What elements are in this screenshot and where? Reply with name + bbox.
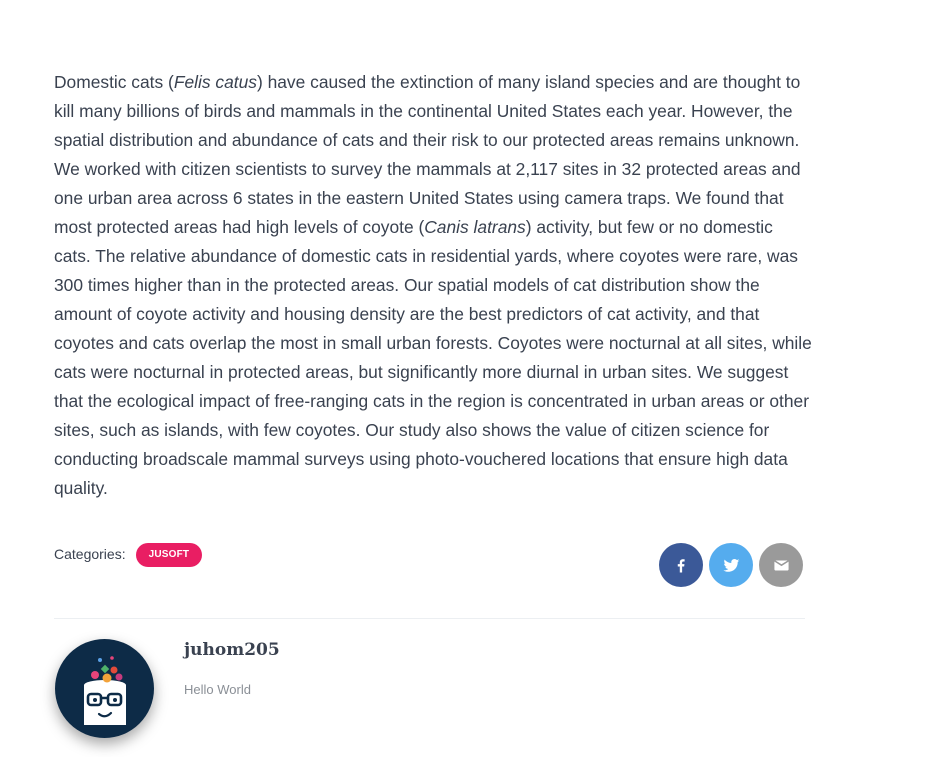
author-name[interactable]: juhom205 xyxy=(184,640,280,660)
author-bio: Hello World xyxy=(184,682,251,697)
email-icon xyxy=(773,557,790,574)
category-badge-jusoft[interactable]: JUSOFT xyxy=(136,543,203,567)
categories-label: Categories: xyxy=(54,545,126,562)
avatar-illustration-icon xyxy=(55,639,154,738)
share-facebook-button[interactable] xyxy=(659,543,703,587)
facebook-icon xyxy=(672,556,690,574)
categories xyxy=(54,540,202,567)
species-name-canis-latrans: Canis latrans xyxy=(424,217,526,237)
divider xyxy=(54,618,805,619)
abstract-part-3: ) activity, but few or no domestic cats. The relative abundance of domestic cats in residential yards, where coyotes were rare, was 300 times higher than in the protected areas. Our spatial models of cat distribution show the amount of coyote activity and housing density are the best predictors of cat activity, and that coyotes and cats overlap the most in small urban forests. Coyotes were nocturnal at all sites, while cats were nocturnal in protected areas, but significantly more diurnal in urban sites. We suggest that the ecological impact of free-ranging cats in the region is concentrated in urban areas or other sites, such as islands, with few coyotes. Our study also shows the value of citizen science for conducting broadscale mammal surveys using photo-vouchered locations that ensure high data quality. xyxy=(54,217,812,498)
share-twitter-button[interactable] xyxy=(709,543,753,587)
abstract-part-2: ) have caused the extinction of many island species and are thought to kill many billions of birds and mammals in the continental United States each year. However, the spatial distribution and abundance of cats and their risk to our protected areas remains unknown. We worked with citizen scientists to survey the mammals at 2,117 sites in 32 protected areas and one urban area across 6 states in the eastern United States using camera traps. We found that most protected areas had high levels of coyote ( xyxy=(54,72,801,237)
species-name-felis-catus: Felis catus xyxy=(173,72,257,92)
abstract-text xyxy=(54,68,814,503)
share-email-button[interactable] xyxy=(759,543,803,587)
author-avatar[interactable] xyxy=(55,639,154,738)
abstract-part-1: Domestic cats ( xyxy=(54,72,174,92)
share-buttons xyxy=(659,543,803,587)
twitter-icon xyxy=(722,556,741,575)
